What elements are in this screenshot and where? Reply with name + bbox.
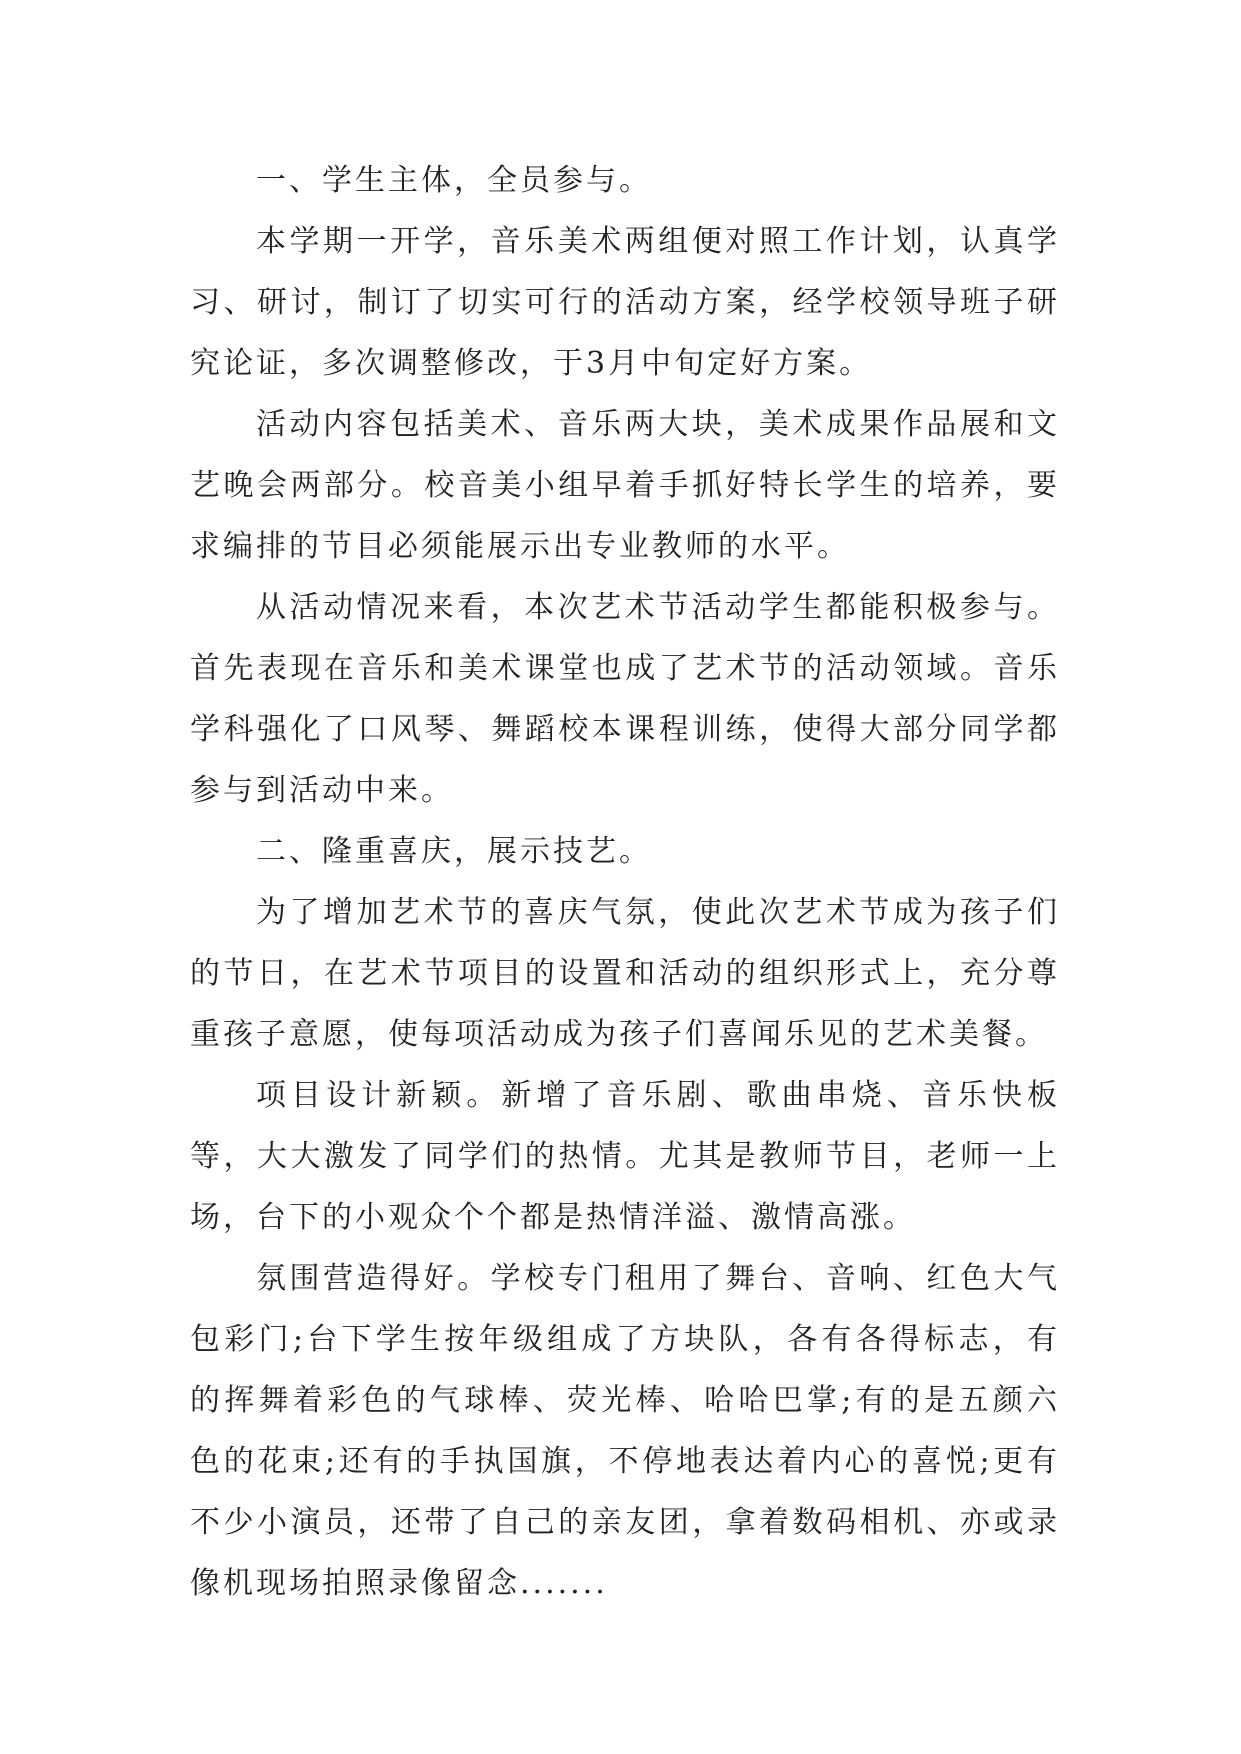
section-heading-2: 二、隆重喜庆，展示技艺。	[256, 834, 652, 869]
document-body	[190, 150, 1060, 1614]
paragraph: 本学期一开学，音乐美术两组便对照工作计划，认真学习、研讨，制订了切实可行的活动方案，经学校领导班子研究论证，多次调整修改，于3月中旬定好方案。	[190, 224, 1060, 381]
paragraph: 项目设计新颖。新增了音乐剧、歌曲串烧、音乐快板等，大大激发了同学们的热情。尤其是教师节目，老师一上场，台下的小观众个个都是热情洋溢、激情高涨。	[190, 1078, 1060, 1235]
paragraph: 从活动情况来看，本次艺术节活动学生都能积极参与。首先表现在音乐和美术课堂也成了艺术节的活动领域。音乐学科强化了口风琴、舞蹈校本课程训练，使得大部分同学都参与到活动中来。	[190, 590, 1060, 808]
section-heading-1: 一、学生主体，全员参与。	[256, 163, 652, 198]
paragraph: 活动内容包括美术、音乐两大块，美术成果作品展和文艺晚会两部分。校音美小组早着手抓好特长学生的培养，要求编排的节目必须能展示出专业教师的水平。	[190, 407, 1060, 564]
paragraph: 为了增加艺术节的喜庆气氛，使此次艺术节成为孩子们的节日，在艺术节项目的设置和活动的组织形式上，充分尊重孩子意愿，使每项活动成为孩子们喜闻乐见的艺术美餐。	[190, 895, 1060, 1052]
paragraph: 氛围营造得好。学校专门租用了舞台、音响、红色大气包彩门;台下学生按年级组成了方块队，各有各得标志，有的挥舞着彩色的气球棒、荧光棒、哈哈巴掌;有的是五颜六色的花束;还有的手执国旗，不停地表达着内心的喜悦;更有不少小演员，还带了自己的亲友团，拿着数码相机、亦或录像机现场拍照录像留念.......	[190, 1261, 1060, 1601]
